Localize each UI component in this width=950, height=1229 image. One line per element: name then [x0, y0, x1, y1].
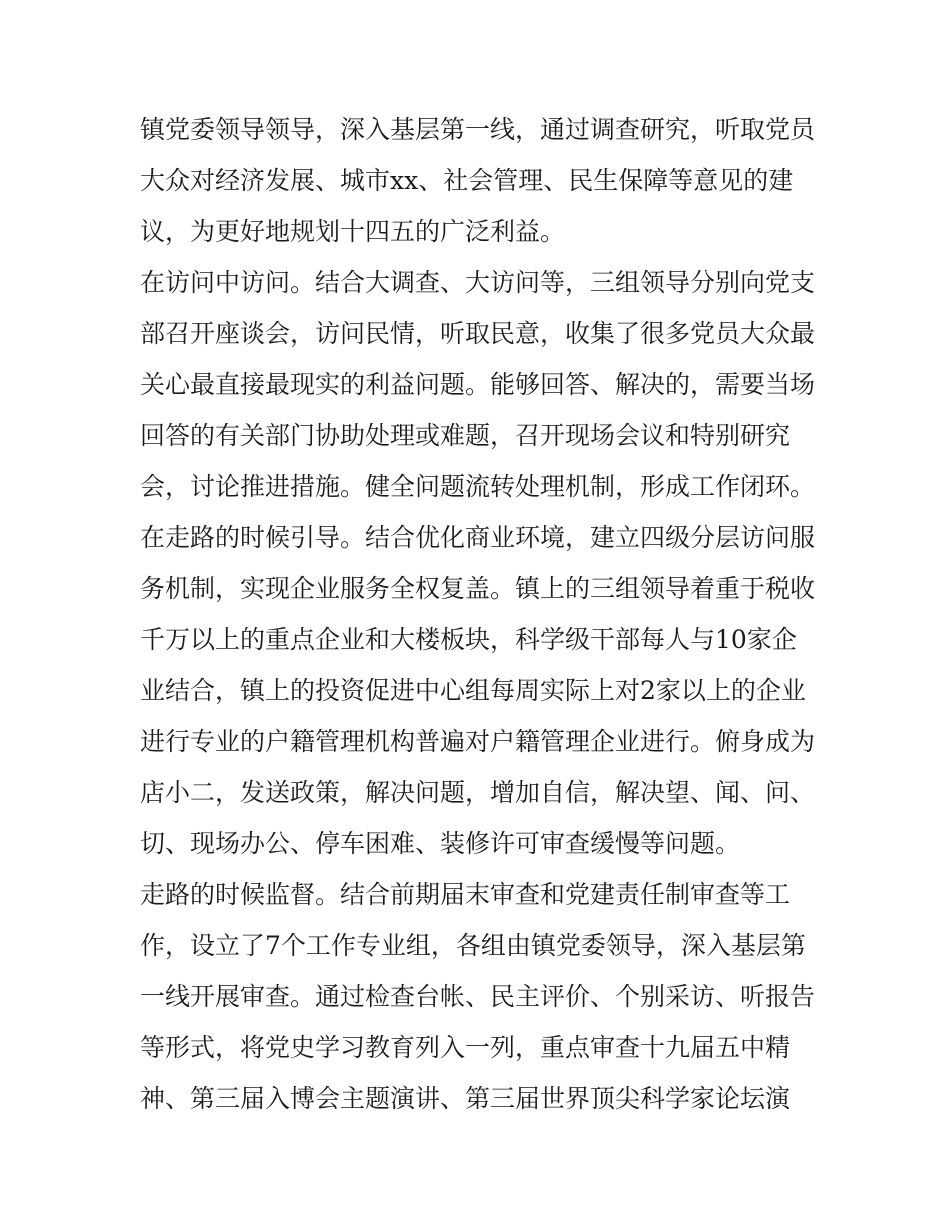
text-line: 神、第三届入博会主题演讲、第三届世界顶尖科学家论坛演: [140, 1084, 791, 1113]
text-line: 大众对经济发展、城市xx、社会管理、民生保障等意见的建: [140, 166, 794, 195]
text-line: 议，为更好地规划十四五的广泛利益。: [140, 217, 566, 246]
text-line: 业结合，镇上的投资促进中心组每周实际上对2家以上的企业: [140, 676, 806, 705]
text-line: 会，讨论推进措施。健全问题流转处理机制，形成工作闭环。: [140, 472, 816, 501]
text-line: 千万以上的重点企业和大楼板块，科学级干部每人与10家企: [140, 625, 797, 654]
text-line: 回答的有关部门协助处理或难题，召开现场会议和特别研究: [140, 421, 791, 450]
text-line: 进行专业的户籍管理机构普遍对户籍管理企业进行。俯身成为: [140, 727, 816, 756]
text-line: 切、现场办公、停车困难、装修许可审查缓慢等问题。: [140, 829, 741, 858]
text-line: 店小二，发送政策，解决问题，增加自信，解决望、闻、问、: [140, 778, 816, 807]
text-line: 镇党委领导领导，深入基层第一线，通过调查研究，听取党员: [140, 115, 816, 144]
text-line: 在走路的时候引导。结合优化商业环境，建立四级分层访问服: [140, 523, 816, 552]
text-line: 在访问中访问。结合大调查、大访问等，三组领导分别向党支: [140, 268, 816, 297]
text-line: 走路的时候监督。结合前期届末审查和党建责任制审查等工: [140, 880, 791, 909]
text-line: 等形式，将党史学习教育列入一列，重点审查十九届五中精: [140, 1033, 791, 1062]
text-line: 部召开座谈会，访问民情，听取民意，收集了很多党员大众最: [140, 319, 816, 348]
text-line: 务机制，实现企业服务全权复盖。镇上的三组领导着重于税收: [140, 574, 816, 603]
text-line: 作，设立了7个工作专业组，各组由镇党委领导，深入基层第: [140, 931, 806, 960]
text-line: 关心最直接最现实的利益问题。能够回答、解决的，需要当场: [140, 370, 816, 399]
document-body: [140, 104, 820, 1124]
text-line: 一线开展审查。通过检查台帐、民主评价、个别采访、听报告: [140, 982, 816, 1011]
